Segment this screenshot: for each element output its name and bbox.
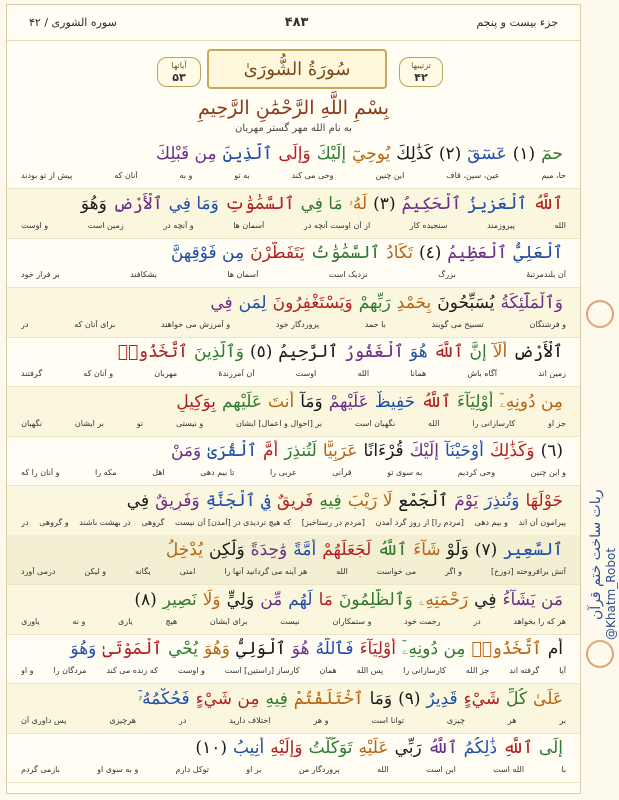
translation-word: الله <box>357 369 370 378</box>
arabic-word: يُسَبِّحُونَ <box>437 292 495 313</box>
arabic-line <box>21 688 566 709</box>
arabic-word: عَلَيْهِ <box>358 738 389 758</box>
arabic-word: إِلَيْكَ <box>409 441 439 461</box>
translation-word: نگهبان است <box>354 418 396 428</box>
arabic-word: مِن شَيْءٍ <box>195 688 260 709</box>
arabic-word: حَفِيظٌ <box>374 391 416 412</box>
translation-word: به تو <box>234 171 250 180</box>
translation-line <box>21 567 566 576</box>
translation-word: زمین است <box>87 220 124 230</box>
translation-word: پس داوری آن <box>21 715 67 725</box>
translation-word: گرفتند <box>21 369 43 378</box>
arabic-word: كُلِّ <box>506 688 528 709</box>
ayah-number: (٧) <box>474 540 498 560</box>
arabic-word: هُوَ <box>409 342 428 362</box>
arabic-line <box>21 589 566 610</box>
arabic-word: أَوْلِيَآءَ <box>359 639 396 659</box>
arabic-word: ٱلسَّمَٰوَٰتِ <box>224 193 295 214</box>
arabic-word: ٱلْأَرْضِ <box>112 193 163 214</box>
translation-word: نگهبان <box>21 418 43 428</box>
arabic-word: عَلَيْهِم <box>221 391 263 412</box>
arabic-word: أُمَّةً <box>293 540 317 560</box>
translation-word: تسبیح می گویند <box>431 319 484 329</box>
arabic-word: وَلَا <box>202 589 221 610</box>
translation-word: برای آنان که <box>74 319 116 329</box>
translation-word: و او <box>21 666 34 675</box>
arabic-word: أَوْلِيَآءَ <box>457 391 494 412</box>
translation-word: پیش از تو بودند <box>21 171 73 180</box>
arabic-word: قُرْءَانًا <box>363 441 404 461</box>
arabic-line <box>21 341 566 362</box>
translation-line <box>21 716 566 725</box>
translation-word: در <box>473 616 481 626</box>
arabic-word: وَٰحِدَةً <box>250 540 288 560</box>
arabic-word: ٱلْوَلِيُّ <box>235 639 286 659</box>
arabic-word: لَهُۥ <box>348 193 368 214</box>
translation-word: و لیکن <box>84 567 107 576</box>
translation-word: قرآنی <box>332 468 352 477</box>
arabic-word: ٱلرَّحِيمُ <box>278 342 339 362</box>
translation-word: الله است <box>493 765 525 774</box>
arabic-word: مِّن <box>260 589 283 610</box>
arabic-word: ذَٰلِكُمُ <box>463 738 498 758</box>
arabic-word: ٱتَّخَذُوا۟ <box>471 639 542 659</box>
translation-word: آسمان ها <box>233 220 265 230</box>
arabic-word: لَا رَيْبَ <box>347 490 393 511</box>
arabic-word: فِيهِ <box>265 688 288 709</box>
arabic-word: وَٱلْمَلَٰٓئِكَةُ <box>500 292 563 313</box>
arabic-word: ٱلْعَلِيُّ <box>513 243 563 263</box>
ornament-top-icon <box>586 300 614 328</box>
translation-word: و آنان را که <box>21 468 60 477</box>
juz-label: جزء بیست و پنجم <box>476 16 558 29</box>
arabic-word: فَرِيقٌ <box>276 490 314 511</box>
arabic-word: فِي ٱلْجَنَّةِ <box>205 490 271 511</box>
arabic-word: أَلَآ <box>492 342 508 362</box>
arabic-word: يَوْمَ <box>454 490 479 511</box>
translation-word: آیا <box>559 666 566 675</box>
arabic-word: شَيْءٍ <box>463 688 501 709</box>
translation-word: مردگان را <box>53 666 87 675</box>
translation-word: زمین اند <box>538 369 566 378</box>
translation-word: برای ایشان <box>209 616 248 626</box>
translation-word: کارسازانی را <box>472 418 516 428</box>
translation-word: تو <box>136 418 144 428</box>
translation-word: و نه <box>72 616 86 626</box>
arabic-word: ٱلَّذِينَ <box>222 144 273 164</box>
translation-word: از آن اوست آنچه در <box>303 220 371 230</box>
arabic-line <box>21 539 566 560</box>
page-number: ۴۸۳ <box>284 15 309 30</box>
translation-word: این است <box>425 765 456 774</box>
translation-word: کارساز [راستین] است <box>224 666 300 675</box>
ayah-number: (٤) <box>419 243 442 263</box>
arabic-word: وَكَذَٰلِكَ <box>489 441 535 461</box>
translation-line <box>21 270 566 279</box>
translation-word: با <box>561 765 566 774</box>
arabic-word: وَإِلَيْهِ <box>270 738 303 758</box>
arabic-word: ٱلْمَوْتَىٰ <box>102 639 163 659</box>
arabic-word: ٱلْجَمْعِ <box>398 490 449 511</box>
translation-word: این چنین <box>375 171 405 180</box>
translation-word: آسمان ها <box>227 270 259 279</box>
translation-word: چیزی <box>446 715 465 725</box>
mushaf-page <box>6 4 581 794</box>
translation-word: تا بیم دهی <box>200 468 235 477</box>
arabic-word: لَجَعَلَهُمْ <box>322 540 372 560</box>
translation-word: امتی <box>179 567 196 576</box>
translation-word: می خواست <box>376 567 417 576</box>
arabic-word: تَوَكَّلْتُ <box>308 738 353 758</box>
translation-word: و فرشتگان <box>529 319 566 329</box>
arabic-word: وَيَسْتَغْفِرُونَ <box>272 292 353 313</box>
translation-word: وحی کردیم <box>457 468 496 477</box>
translation-word: آگاه باش <box>467 369 497 378</box>
translation-word: آن بلندمرتبهٔ <box>526 270 566 279</box>
arabic-word: لِمَن <box>238 292 267 313</box>
arabic-word: مِن قَبْلِكَ <box>155 144 217 164</box>
arabic-word: حمٓ <box>541 144 563 164</box>
arabic-word: شَآءَ <box>413 540 441 560</box>
translation-word: بر فراز خود <box>21 270 60 279</box>
translation-word: هیچ <box>165 616 178 626</box>
translation-word: اهل <box>152 468 165 477</box>
arabic-word: ٱلسَّمَٰوَٰتُ <box>310 243 381 263</box>
arabic-line <box>21 391 566 412</box>
arabic-word: رَحْمَتِهِۦ <box>418 589 469 610</box>
translation-word: حا، میم <box>541 171 566 180</box>
arabic-word: رَبِّي <box>394 738 422 758</box>
translation-word: در بهشت باشند <box>79 517 131 527</box>
translation-word: و اوست <box>21 220 49 230</box>
translation-word: سنجیده کار <box>409 220 448 230</box>
translation-word: رحمت خود <box>404 616 441 626</box>
arabic-word: وَمَنْ <box>170 441 202 461</box>
arabic-word: هُوَ <box>291 639 310 659</box>
ayah-number: (١) <box>512 144 536 164</box>
arabic-word: ٱلْحَكِيمُ <box>401 193 462 214</box>
arabic-line <box>21 242 566 263</box>
arabic-word: مَا <box>318 589 333 610</box>
arabic-line <box>21 490 566 511</box>
arabic-word: وَلَوْ <box>446 540 469 560</box>
arabic-word: وَٱلَّذِينَ <box>194 342 244 362</box>
ayah-number: (٩) <box>398 688 421 709</box>
page-header <box>7 5 580 41</box>
surah-title-frame <box>207 49 387 89</box>
translation-word: درمی آورد <box>21 567 56 576</box>
arabic-word: يُحْيِ <box>168 639 199 659</box>
ornament-bottom-icon <box>586 640 614 668</box>
translation-word: بر [احوال و اعمال] ایشان <box>235 418 323 428</box>
arabic-word: يَتَفَطَّرْنَ <box>250 243 305 263</box>
translation-line <box>21 171 566 180</box>
translation-word: پروردگار من <box>298 765 340 774</box>
translation-word: جز الله <box>465 666 490 675</box>
translation-word: وحی می کند <box>291 171 334 180</box>
ayah-number: (٢) <box>438 144 462 164</box>
translation-word: و آنان که <box>83 369 114 378</box>
ayah-number: (٦) <box>540 441 563 461</box>
translation-word: بر <box>559 715 566 725</box>
arabic-word: أُنِيبُ <box>232 738 265 758</box>
translation-word: و آمرزش می خواهند <box>161 319 231 329</box>
arabic-word: مِن فَوْقِهِنَّ <box>170 243 245 263</box>
arabic-word: ٱلْغَفُورُ <box>344 342 404 362</box>
translation-word: و اوست <box>177 666 205 675</box>
arabic-word: بِوَكِيلٍ <box>176 391 216 412</box>
arabic-word: أُمَّ <box>263 441 279 461</box>
translation-word: گروهی <box>141 517 165 527</box>
translation-word: مهربان <box>154 369 178 378</box>
translation-word: پیروزمند <box>487 220 515 230</box>
ayah-number: (٥) <box>249 342 273 362</box>
arabic-word: ٱخْتَلَفْتُمْ <box>293 688 364 709</box>
translation-word: بازمی گردم <box>21 765 60 774</box>
arabic-word: وَمَآ <box>300 391 323 412</box>
arabic-word: إِنَّ <box>469 342 487 362</box>
arabic-word: بِحَمْدِ <box>396 292 432 313</box>
arabic-word: وَلِيٍّ <box>226 589 255 610</box>
arabic-word: وَفَرِيقٌ <box>155 490 200 511</box>
ayah-count-badge: آیاتها ۵۳ <box>157 57 201 87</box>
arabic-word: وَهُوَ <box>204 639 230 659</box>
arabic-word: وَهُوَ <box>80 193 107 214</box>
translation-word: و ستمکاران <box>332 616 372 626</box>
basmala: بِسْمِ اللَّهِ الرَّحْمَٰنِ الرَّحِيمِ <box>198 97 389 119</box>
translation-word: هر آینه می گردانید آنها را <box>224 567 308 576</box>
arabic-word: إِلَى <box>538 738 563 758</box>
translation-line <box>21 468 566 477</box>
arabic-word: عَرَبِيًّا <box>322 441 358 461</box>
translation-word: یگانه <box>135 567 151 576</box>
arabic-word: فِي <box>126 490 150 511</box>
translation-line <box>21 518 566 527</box>
translation-word: آتش برافروخته [دوزخ] <box>490 567 566 576</box>
ayah-number: (١٠) <box>195 738 227 758</box>
basmala-translation: به نام الله مهر گستر مهربان <box>235 123 352 134</box>
translation-word: یاوری <box>21 616 40 626</box>
surah-ref: سوره الشوری / ۴۲ <box>29 16 117 29</box>
arabic-word: ٱللَّهُ <box>533 193 563 214</box>
arabic-word: مَا فِي <box>300 193 343 214</box>
arabic-word: لِّتُنذِرَ <box>284 441 317 461</box>
translation-word: بزرگ <box>438 270 456 279</box>
arabic-word: وَمَا فِي <box>168 193 219 214</box>
arabic-word: مَن يَشَآءُ <box>502 589 563 610</box>
arabic-word: وَإِلَى <box>278 144 311 164</box>
arabic-word: فِيهِ <box>319 490 342 511</box>
translation-word: عین، سین، قاف <box>446 171 500 180</box>
translation-word: الله <box>336 567 348 576</box>
arabic-word: فِي <box>210 292 233 313</box>
surah-title: سُورَةُ الشُّورَىٰ <box>243 58 351 80</box>
translation-word: و هر <box>313 715 329 725</box>
translation-line <box>21 617 566 626</box>
arabic-word: يُدْخِلُ <box>165 540 203 560</box>
translation-word: توانا است <box>371 715 404 725</box>
arabic-word: ٱلْأَرْضِ <box>513 342 563 362</box>
arabic-word: ٱللَّهُ <box>421 391 452 412</box>
arabic-word: أَوْحَيْنَآ <box>444 441 484 461</box>
arabic-word: مِن دُونِهِۦٓ <box>499 391 563 412</box>
arabic-word: وَهُوَ <box>70 639 97 659</box>
arabic-word: وَلَٰكِن <box>208 540 245 560</box>
translation-word: در <box>178 715 187 725</box>
translation-word: و اگر <box>445 567 462 576</box>
arabic-word: يُوحِيٓ <box>352 144 391 164</box>
translation-word: اوست <box>295 369 317 378</box>
arabic-word: عَلَيْهِمْ <box>328 391 369 412</box>
translation-word: و این چنین <box>530 468 566 477</box>
translation-word: که زنده می کند <box>106 666 158 675</box>
arabic-word: فِي <box>474 589 497 610</box>
translation-word: و به سوی او <box>97 765 139 774</box>
translation-word: یاری <box>117 616 133 626</box>
translation-word: کارسازانی را <box>403 666 446 675</box>
translation-line <box>21 320 566 329</box>
arabic-word: فَٱللَّهُ <box>315 639 354 659</box>
arabic-word: وَتُنذِرَ <box>484 490 520 511</box>
arabic-word: ٱللَّهَ <box>433 342 464 362</box>
translation-word: پیرامون آن اند <box>518 517 566 527</box>
arabic-line <box>21 143 566 164</box>
translation-word: مکه را <box>95 468 117 477</box>
translation-line <box>21 369 566 378</box>
arabic-word: ٱلْعَظِيمُ <box>447 243 508 263</box>
arabic-word: فَحُكْمُهُۥٓ <box>137 688 190 709</box>
arabic-word: نَصِيرٍ <box>162 589 197 610</box>
translation-word: و نیستی <box>175 418 204 428</box>
arabic-word: عَلَىٰ <box>533 688 563 709</box>
translation-word: گرفته اند <box>509 666 540 675</box>
arabic-word: أَنتَ <box>268 391 295 412</box>
channel-handle: @Khatm_Robot <box>604 547 618 640</box>
arabic-word: وَٱلظَّٰلِمُونَ <box>338 589 413 610</box>
arabic-line <box>21 638 566 659</box>
translation-word: هر <box>507 715 517 725</box>
arabic-word: مِن دُونِهِۦٓ <box>401 639 466 659</box>
arabic-word: ٱتَّخَذُوا۟ <box>117 342 188 362</box>
arabic-word: عٓسٓقٓ <box>467 144 507 164</box>
translation-word: و به <box>179 171 193 180</box>
arabic-word: تَكَادُ <box>386 243 413 263</box>
ayah-number: (٨) <box>134 589 157 610</box>
arabic-word: ٱلْقُرَىٰ <box>207 441 258 461</box>
translation-line <box>21 419 566 428</box>
arabic-word: ٱللَّهُ <box>377 540 408 560</box>
translation-word: و آنچه در <box>163 220 194 230</box>
arabic-word: ٱللَّهِ <box>503 738 533 758</box>
translation-word: و گروهی <box>39 517 69 527</box>
translation-word: که هیچ تردیدی در [آمدن] آن نیست <box>175 517 292 527</box>
translation-word: اختلاف دارید <box>229 715 271 725</box>
translation-word: با حمد <box>364 319 386 329</box>
translation-word: و بیم دهی <box>474 517 508 527</box>
translation-word: الله <box>554 220 566 230</box>
ayah-number: (٣) <box>373 193 396 214</box>
arabic-word: أَمِ <box>547 639 563 659</box>
translation-word: بر او <box>246 765 262 774</box>
translation-word: همانا <box>410 369 427 378</box>
translation-word: آن آمرزندهٔ <box>218 369 255 378</box>
channel-name: ربات ساخت ختم قرآن <box>588 489 604 620</box>
translation-word: به سوی تو <box>387 468 423 477</box>
translation-word: پس الله <box>356 666 384 675</box>
arabic-word: ٱللَّهُ <box>427 738 458 758</box>
arabic-word: رَبِّهِمْ <box>358 292 391 313</box>
arabic-word: لَهُم <box>288 589 313 610</box>
arabic-word: ٱلْعَزِيزُ <box>467 193 528 214</box>
translation-word: [مردم را] از روز گرد آمدن <box>375 517 464 527</box>
translation-word: در <box>21 517 29 527</box>
translation-word: جز او <box>548 418 566 428</box>
translation-word: [مردم در رستاخیز] <box>301 517 365 527</box>
arabic-word: قَدِيرٌ <box>426 688 458 709</box>
translation-word: نیست <box>280 616 300 626</box>
arabic-line <box>21 440 566 461</box>
translation-word: الله <box>377 765 389 774</box>
arabic-word: وَمَا <box>369 688 393 709</box>
translation-line <box>21 666 566 675</box>
arabic-word: إِلَيْكَ <box>316 144 347 164</box>
translation-word: هرچیزی <box>109 715 136 725</box>
translation-word: آنان که <box>114 171 138 180</box>
translation-word: همان <box>319 666 337 675</box>
translation-word: هر که را بخواهد <box>513 616 566 626</box>
translation-word: نزدیک است <box>328 270 368 279</box>
translation-word: بشکافند <box>130 270 157 279</box>
arabic-line <box>21 292 566 313</box>
surah-order-badge: ترتیبها ۴۲ <box>399 57 443 87</box>
translation-line <box>21 765 566 774</box>
translation-word: در <box>21 319 29 329</box>
arabic-word: كَذَٰلِكَ <box>396 144 433 164</box>
translation-line <box>21 221 566 230</box>
translation-word: عربی را <box>269 468 297 477</box>
arabic-line <box>21 193 566 214</box>
arabic-line <box>21 737 566 758</box>
arabic-word: حَوْلَهَا <box>525 490 563 511</box>
translation-word: پروردگار خود <box>275 319 320 329</box>
arabic-word: ٱلسَّعِيرِ <box>503 540 563 560</box>
translation-word: بر ایشان <box>74 418 105 428</box>
translation-word: توکل دارم <box>175 765 209 774</box>
translation-word: الله <box>427 418 440 428</box>
